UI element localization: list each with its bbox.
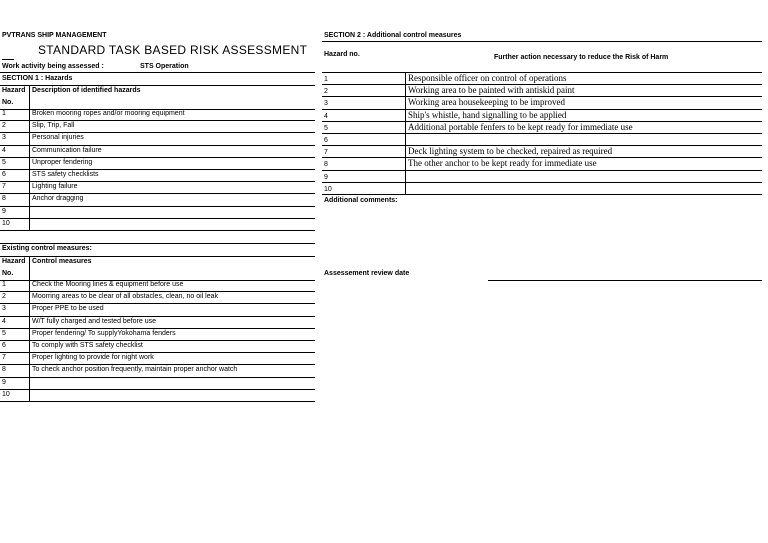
- control-row-desc: Proper lighting to provide for night work: [32, 354, 154, 362]
- control-row-desc: To comply with STS safety checklist: [32, 342, 143, 349]
- additional-row-no: 5: [324, 124, 328, 132]
- hazard-row-desc: Personal injuries: [32, 134, 84, 142]
- additional-row-action: Working area to be painted with antiskid paint: [408, 85, 575, 96]
- hazard-row-desc: STS safety checklists: [32, 171, 99, 178]
- hazard-row-desc: Broken mooring ropes and/or mooring equipment: [32, 110, 185, 117]
- additional-row-action: Working area housekeeping to be improved: [408, 97, 565, 108]
- hazard-row-no: 1: [2, 110, 6, 117]
- control-row-desc: W/T fully charged and tested before use: [32, 317, 156, 325]
- hazard-row-no: 9: [2, 207, 6, 215]
- hazard-row-no: 6: [2, 171, 6, 178]
- control-measures-col-header: Control measures: [32, 258, 92, 265]
- control-row-desc: Moorring areas to be clear of all obstacles, clean, no oil leak: [32, 293, 218, 301]
- additional-row-no: 7: [324, 149, 328, 157]
- hazard-col-header-no: No.: [2, 99, 14, 106]
- control-row-desc: To check anchor position frequently, maintain proper anchor watch: [32, 366, 238, 374]
- hazard-row-no: 8: [2, 195, 6, 203]
- hazard-row-no: 3: [2, 134, 6, 142]
- hazard-col-header-no: No.: [2, 270, 14, 277]
- control-row-no: 3: [2, 305, 6, 313]
- hazard-row-no: 7: [2, 183, 6, 191]
- control-row-no: 7: [2, 354, 6, 362]
- additional-row-no: 9: [324, 173, 328, 181]
- company-name: PVTRANS SHIP MANAGEMENT: [2, 32, 107, 39]
- hazard-col-header: Hazard: [2, 258, 26, 265]
- hazard-row-no: 5: [2, 158, 6, 166]
- control-row-no: 9: [2, 378, 6, 386]
- control-row-desc: Check the Mooring lines & equipment before use: [32, 281, 184, 288]
- work-activity-value: STS Operation: [140, 63, 189, 70]
- control-row-desc: Proper fendering/ To supplyYokohama fenders: [32, 329, 176, 337]
- hazard-row-no: 2: [2, 122, 6, 130]
- document-title: STANDARD TASK BASED RISK ASSESSMENT: [38, 43, 308, 57]
- control-row-no: 5: [2, 329, 6, 337]
- hazard-row-desc: Lighting failure: [32, 183, 78, 191]
- description-col-header: Description of identified hazards: [32, 87, 141, 94]
- control-row-no: 4: [2, 317, 6, 325]
- additional-row-action: Responsible officer on control of operations: [408, 73, 567, 83]
- additional-row-no: 6: [324, 137, 328, 144]
- additional-row-no: 3: [324, 100, 328, 108]
- hazard-row-no: 10: [2, 219, 10, 227]
- additional-row-no: 2: [324, 88, 328, 96]
- existing-heading: Existing control measures:: [2, 245, 92, 252]
- additional-row-no: 4: [324, 112, 328, 120]
- hazard-row-desc: Communication failure: [32, 146, 102, 154]
- hazard-row-desc: Anchor dragging: [32, 195, 84, 203]
- additional-row-action: Deck lighting system to be checked, repaired as required: [408, 146, 613, 157]
- section1-heading: SECTION 1 : Hazards: [2, 75, 73, 82]
- additional-comments-label: Additional comments:: [324, 197, 398, 204]
- hazard-row-desc: Unproper fendering: [32, 158, 93, 166]
- control-row-no: 6: [2, 342, 6, 349]
- additional-row-action: Ship's whistle, hand signalling to be applied: [408, 109, 567, 120]
- control-row-no: 1: [2, 281, 6, 288]
- additional-row-no: 10: [324, 185, 332, 193]
- control-row-no: 2: [2, 293, 6, 301]
- control-row-desc: Proper PPE to be used: [32, 305, 104, 313]
- hazard-row-desc: Slip, Trip, Fall: [32, 122, 75, 130]
- hazard-no-col-header: Hazard no.: [324, 51, 360, 58]
- additional-row-action: The other anchor to be kept ready for immediate use: [408, 158, 597, 169]
- review-date-label: Assessement review date: [324, 270, 410, 277]
- section2-heading: SECTION 2 : Additional control measures: [324, 32, 462, 39]
- further-action-col-header: Further action necessary to reduce the Risk of Harm: [494, 54, 669, 61]
- hazard-row-no: 4: [2, 146, 6, 154]
- hazard-col-header: Hazard: [2, 87, 26, 94]
- additional-row-action: Additional portable fenfers to be kept ready for immediate use: [408, 121, 633, 132]
- work-activity-label: Work activity being assessed :: [2, 63, 104, 70]
- additional-row-no: 1: [324, 76, 328, 83]
- control-row-no: 8: [2, 366, 6, 374]
- control-row-no: 10: [2, 390, 10, 398]
- additional-row-no: 8: [324, 161, 328, 169]
